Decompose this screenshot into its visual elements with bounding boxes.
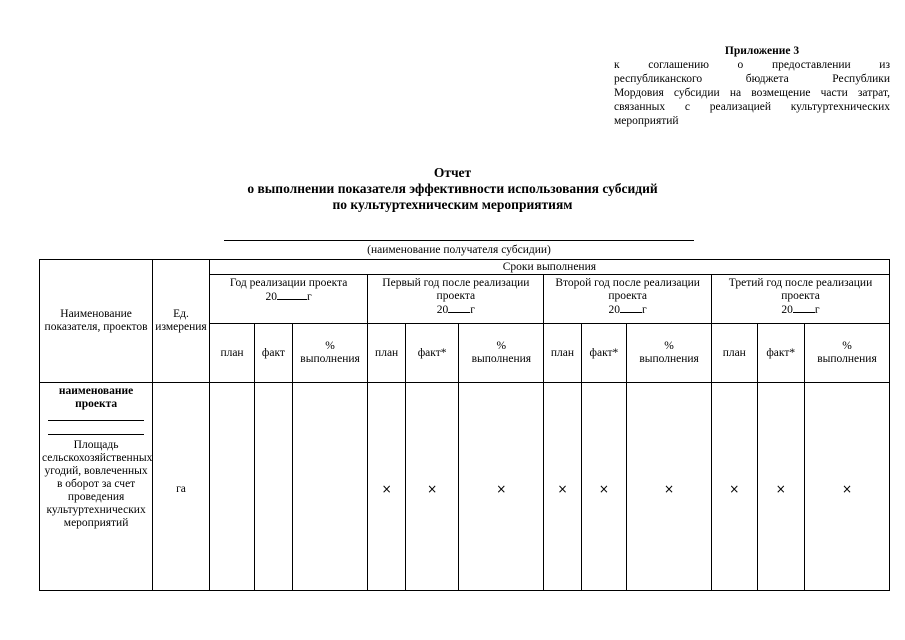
underline (48, 420, 144, 421)
empty-cell (292, 383, 368, 591)
cross-mark: × (581, 383, 626, 591)
header-indicator: Наименование показателя, проектов (40, 260, 153, 383)
empty-cell (255, 383, 292, 591)
appendix-line: к соглашению о предоставлении из (614, 59, 890, 71)
empty-cell (209, 383, 254, 591)
cross-mark: × (627, 383, 712, 591)
year-suffix: г (470, 304, 475, 316)
year-prefix: 20 (781, 304, 793, 316)
recipient-name-line (224, 240, 694, 241)
year-suffix: г (814, 304, 820, 316)
year-blank (448, 303, 470, 313)
header-year-3 (712, 275, 890, 324)
year-label: Год реализации проекта (229, 277, 348, 289)
year-blank (620, 303, 642, 313)
indicator-name: Площадь сельскохозяйственных угодий, вовлеченных в оборот за счет проведения культуртехнических мероприятий (42, 439, 153, 529)
cross-mark: × (805, 383, 890, 591)
header-year-2 (544, 275, 712, 324)
header-plan: план (544, 324, 581, 383)
year-suffix: г (307, 291, 312, 303)
table-row (40, 383, 890, 591)
report-title-line: Отчет (433, 165, 472, 180)
header-percent: % выполнения (459, 324, 544, 383)
header-year-0 (209, 275, 368, 324)
year-label: Первый год после реализации проекта (382, 277, 530, 302)
year-prefix: 20 (436, 304, 449, 316)
header-percent: % выполнения (627, 324, 712, 383)
header-percent: % выполнения (292, 324, 368, 383)
recipient-caption: (наименование получателя субсидии) (367, 244, 551, 256)
year-blank (793, 303, 815, 313)
report-title (0, 165, 905, 213)
header-plan: план (712, 324, 757, 383)
year-prefix: 20 (265, 291, 277, 303)
year-blank (277, 290, 307, 300)
header-plan: план (368, 324, 405, 383)
header-fact: факт* (757, 324, 805, 383)
indicator-cell (40, 383, 153, 591)
underline (48, 434, 144, 435)
cross-mark: × (459, 383, 544, 591)
header-plan: план (209, 324, 254, 383)
appendix-line: Мордовия субсидии на возмещение части затрат, (614, 87, 890, 99)
header-terms: Сроки выполнения (209, 260, 889, 275)
report-table (39, 259, 890, 591)
unit-cell: га (153, 383, 210, 591)
cross-mark: × (368, 383, 405, 591)
cross-mark: × (712, 383, 757, 591)
cross-mark: × (405, 383, 459, 591)
appendix-line: связанных с реализацией культуртехнических (614, 101, 890, 113)
project-name: наименование проекта (58, 385, 134, 410)
report-title-line: по культуртехническим мероприятиям (332, 197, 573, 212)
header-unit: Ед. измерения (153, 260, 210, 383)
year-prefix: 20 (608, 304, 621, 316)
appendix-line: мероприятий (614, 115, 679, 127)
year-label: Второй год после реализации проекта (555, 277, 700, 302)
appendix-block (614, 44, 890, 128)
report-title-line: о выполнении показателя эффективности использования субсидий (247, 181, 658, 196)
year-label: Третий год после реализации проекта (728, 277, 873, 302)
header-fact: факт* (581, 324, 626, 383)
header-percent: % выполнения (805, 324, 890, 383)
appendix-line: республиканского бюджета Республики (614, 73, 890, 85)
cross-mark: × (757, 383, 805, 591)
header-fact: факт* (405, 324, 459, 383)
appendix-title: Приложение 3 (724, 45, 800, 57)
year-suffix: г (642, 304, 647, 316)
header-year-1 (368, 275, 544, 324)
header-fact: факт (255, 324, 292, 383)
cross-mark: × (544, 383, 581, 591)
